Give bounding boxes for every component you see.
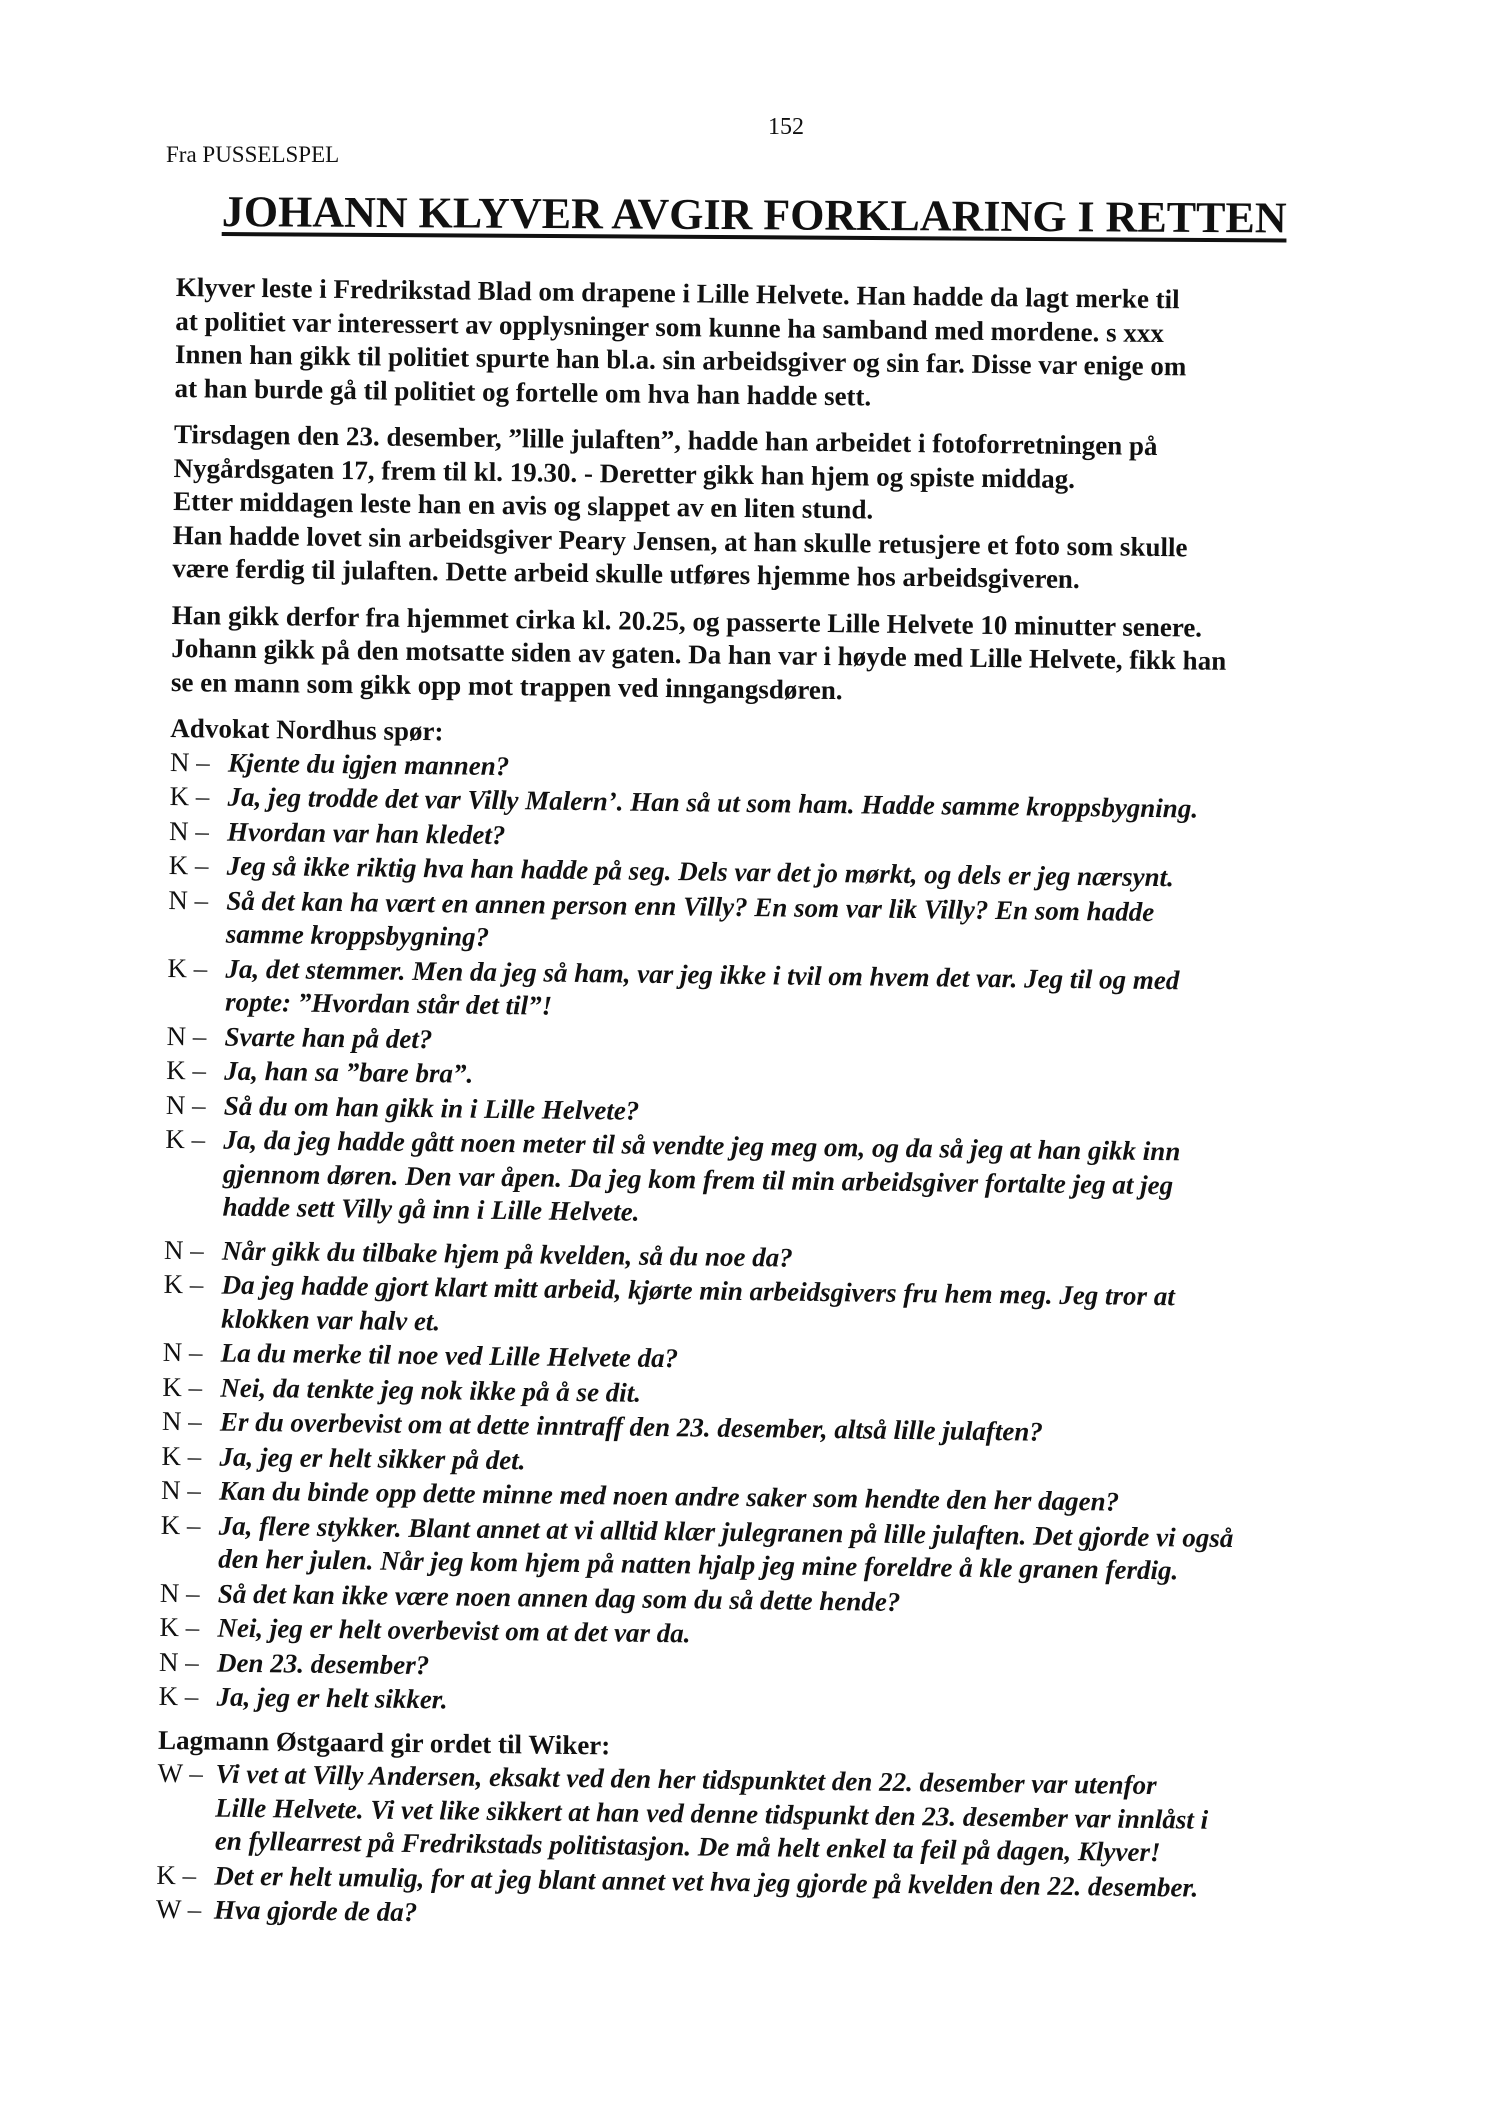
- dialog-line: Er du overbevist om at dette inntraff den 23. desember, altså lille julaften?: [219, 1406, 1044, 1447]
- dialog-line: Den 23. desember?: [216, 1647, 430, 1680]
- paragraph-line: Johann gikk på den motsatte siden av gaten. Da han var i høyde med Lille Helvete, fikk han: [171, 632, 1227, 676]
- speaker-label: N –: [161, 1405, 202, 1437]
- dialog-text: [215, 1758, 1209, 1871]
- speaker-label: K –: [161, 1440, 202, 1471]
- dialog-line: en fyllearrest på Fredrikstads politistasjon. De må helt enkel ta feil på dagen, Klyver!: [214, 1825, 1161, 1868]
- dialog-turn: [164, 1123, 1345, 1238]
- narrative-section: [171, 271, 1356, 713]
- dialog-text: [222, 1124, 1180, 1236]
- speaker-label: K –: [167, 952, 208, 983]
- speaker-label: N –: [168, 884, 209, 915]
- dialog-line: La du merke til noe ved Lille Helvete da?: [220, 1337, 679, 1374]
- dialog-text: [214, 1894, 418, 1930]
- dialog-text: [224, 1089, 640, 1128]
- dialog-text: [219, 1440, 525, 1477]
- paragraph-line: at politiet var interessert av opplysninger som kunne ha samband med mordene. s xxx: [175, 305, 1165, 348]
- paragraph-line: være ferdig til julaften. Dette arbeid skulle utføres hjemme hos arbeidsgiveren.: [172, 552, 1080, 595]
- speaker-label: K –: [156, 1859, 197, 1890]
- source-label: Fra PUSSELSPEL: [166, 142, 340, 167]
- dialog-line: Hva gjorde de da?: [213, 1894, 418, 1928]
- paragraph-line: at han burde gå til politiet og fortelle om hva han hadde sett.: [174, 372, 872, 412]
- dialog-wiker: [156, 1757, 1338, 1941]
- speaker-label: N –: [166, 1020, 207, 1051]
- speaker-label: N –: [162, 1336, 203, 1368]
- dialog-turn: [157, 1757, 1338, 1872]
- dialog-line: Ja, jeg er helt sikker.: [216, 1681, 448, 1715]
- speaker-label: K –: [169, 780, 210, 812]
- speaker-label: K –: [158, 1680, 199, 1712]
- paragraph-line: Innen han gikk til politiet spurte han bl.a. sin arbeidsgiver og sin far. Disse var enige om: [174, 338, 1187, 382]
- dialog-line: Så det kan ha vært en annen person enn Villy? En som var lik Villy? En som hadde: [226, 885, 1155, 927]
- dialog-line: samme kroppsbygning?: [225, 918, 490, 952]
- speaker-label: N –: [163, 1234, 204, 1265]
- paragraph-line: Nygårdsgaten 17, frem til kl. 19.30. - Deretter gikk han hjem og spiste middag.: [173, 452, 1076, 494]
- speaker-label: K –: [160, 1509, 201, 1540]
- speaker-label: N –: [165, 1089, 206, 1120]
- dialog-line: Ja, jeg er helt sikker på det.: [219, 1441, 526, 1475]
- page-title: JOHANN KLYVER AVGIR FORKLARING I RETTEN: [221, 186, 1287, 243]
- speaker-label: K –: [165, 1123, 206, 1155]
- dialog-line: Ja, jeg trodde det var Villy Malern’. Han så ut som ham. Hadde samme kroppsbygning.: [227, 781, 1199, 824]
- dialog-line: Lille Helvete. Vi vet like sikkert at han ved denne tidspunkt den 23. desember var innlåst i: [215, 1792, 1209, 1835]
- dialog-line: Så det kan ikke være noen annen dag som du så dette hende?: [217, 1578, 901, 1617]
- dialog-line: Da jeg hadde gjort klart mitt arbeid, kjørte min arbeidsgivers fru hem meg. Jeg tror at: [221, 1269, 1175, 1312]
- dialog-line: hadde sett Villy gå inn i Lille Helvete.: [222, 1191, 640, 1227]
- dialog-line: Hvordan var han kledet?: [226, 816, 506, 850]
- paragraph-line: Tirsdagen den 23. desember, ”lille julaften”, hadde han arbeidet i fotoforretningen på: [173, 418, 1158, 462]
- dialog-line: Jeg så ikke riktig hva han hadde på seg. Dels var det jo mørkt, og dels er jeg nærsynt.: [226, 850, 1175, 893]
- dialog-text: [220, 1371, 641, 1410]
- dialog-text: [226, 884, 1155, 962]
- paragraph-line: Klyver leste i Fredrikstad Blad om drapene i Lille Helvete. Han hadde da lagt merke til: [175, 271, 1180, 315]
- dialog-text: [221, 1337, 679, 1376]
- paragraph: [174, 271, 1356, 419]
- dialog-line: Svarte han på det?: [224, 1021, 433, 1054]
- dialog-text: [225, 952, 1180, 1031]
- dialog-line: ropte: ”Hvordan står det til”!: [224, 986, 553, 1021]
- page-number: 152: [768, 114, 804, 140]
- dialog-line: Når gikk du tilbake hjem på kvelden, så du noe da?: [221, 1235, 793, 1273]
- speaker-label: N –: [158, 1646, 199, 1677]
- speaker-label: K –: [166, 1054, 207, 1086]
- dialog-text: [224, 1055, 473, 1092]
- speaker-label: N –: [160, 1474, 202, 1506]
- dialog-line: Ja, han sa ”bare bra”.: [224, 1055, 474, 1089]
- paragraph: [172, 418, 1354, 600]
- dialog-text: [227, 815, 506, 852]
- paragraph-line: Han hadde lovet sin arbeidsgiver Peary Jensen, at han skulle retusjere et foto som skulle: [172, 519, 1188, 562]
- paragraph-line: Han gikk derfor fra hjemmet cirka kl. 20.25, og passerte Lille Helvete 10 minutter senere.: [171, 599, 1203, 643]
- dialog-line: Ja, det stemmer. Men da jeg så ham, var jeg ikke i tvil om hvem det var. Jeg til og med: [225, 953, 1180, 995]
- dialog-line: Kjente du igjen mannen?: [227, 747, 510, 781]
- dialog-line: Ja, da jeg hadde gått noen meter til så vendte jeg meg om, og da så jeg at han gikk inn: [223, 1124, 1181, 1167]
- dialog-line: klokken var halv et.: [221, 1303, 441, 1336]
- dialog-text: [216, 1681, 447, 1717]
- speaker-label: N –: [159, 1577, 200, 1608]
- dialog-line: Kan du binde opp dette minne med noen andre saker som hendte den her dagen?: [218, 1475, 1120, 1517]
- dialog-text: [222, 1234, 793, 1274]
- dialog-text: [217, 1612, 691, 1651]
- dialog-text: [224, 1020, 432, 1056]
- dialog-line: Ja, flere stykker. Blant annet at vi alltid klær julegranen på lille julaften. Det gjorde vi også: [218, 1510, 1234, 1553]
- dialog-line: Det er helt umulig, for at jeg blant annet vet hva jeg gjorde på kvelden den 22. desember.: [214, 1860, 1199, 1903]
- speaker-label: W –: [157, 1757, 204, 1789]
- dialog-text: [228, 746, 510, 783]
- dialog-nordhus: [164, 745, 1350, 1237]
- paragraph: [171, 598, 1352, 713]
- dialog-line: gjennom døren. Den var åpen. Da jeg kom frem til min arbeidsgiver fortalte jeg at jeg: [222, 1158, 1174, 1200]
- paragraph-line: Etter middagen leste han en avis og slappet av en liten stund.: [173, 485, 874, 525]
- speaker-label: K –: [162, 1371, 203, 1402]
- speaker-label: N –: [169, 746, 210, 777]
- dialog-line: den her julen. Når jeg kom hjem på natten hjalp jeg mine foreldre å kle granen ferdig.: [218, 1543, 1179, 1586]
- dialog-line: Vi vet at Villy Andersen, eksakt ved den her tidspunktet den 22. desember var utenfor: [215, 1758, 1157, 1801]
- dialog-intro-ostgaard: Lagmann Østgaard gir ordet til Wiker:: [157, 1724, 611, 1760]
- dialog-line: Så du om han gikk in i Lille Helvete?: [223, 1090, 640, 1126]
- dialog-text: [221, 1269, 1175, 1348]
- document-body: [156, 271, 1356, 1951]
- dialog-text: [218, 1509, 1234, 1588]
- dialog-line: Nei, jeg er helt overbevist om at det var da.: [217, 1612, 691, 1649]
- dialog-nordhus-continued: [158, 1233, 1344, 1727]
- dialog-intro-nordhus: Advokat Nordhus spør:: [170, 712, 444, 747]
- speaker-label: K –: [159, 1611, 200, 1643]
- dialog-text: [217, 1646, 430, 1682]
- paragraph-line: se en mann som gikk opp mot trappen ved inngangsdøren.: [170, 666, 843, 705]
- speaker-label: K –: [163, 1268, 204, 1300]
- speaker-label: K –: [168, 849, 209, 881]
- dialog-line: Nei, da tenkte jeg nok ikke på å se dit.: [220, 1372, 642, 1408]
- speaker-label: N –: [168, 815, 210, 846]
- speaker-label: W –: [155, 1893, 202, 1925]
